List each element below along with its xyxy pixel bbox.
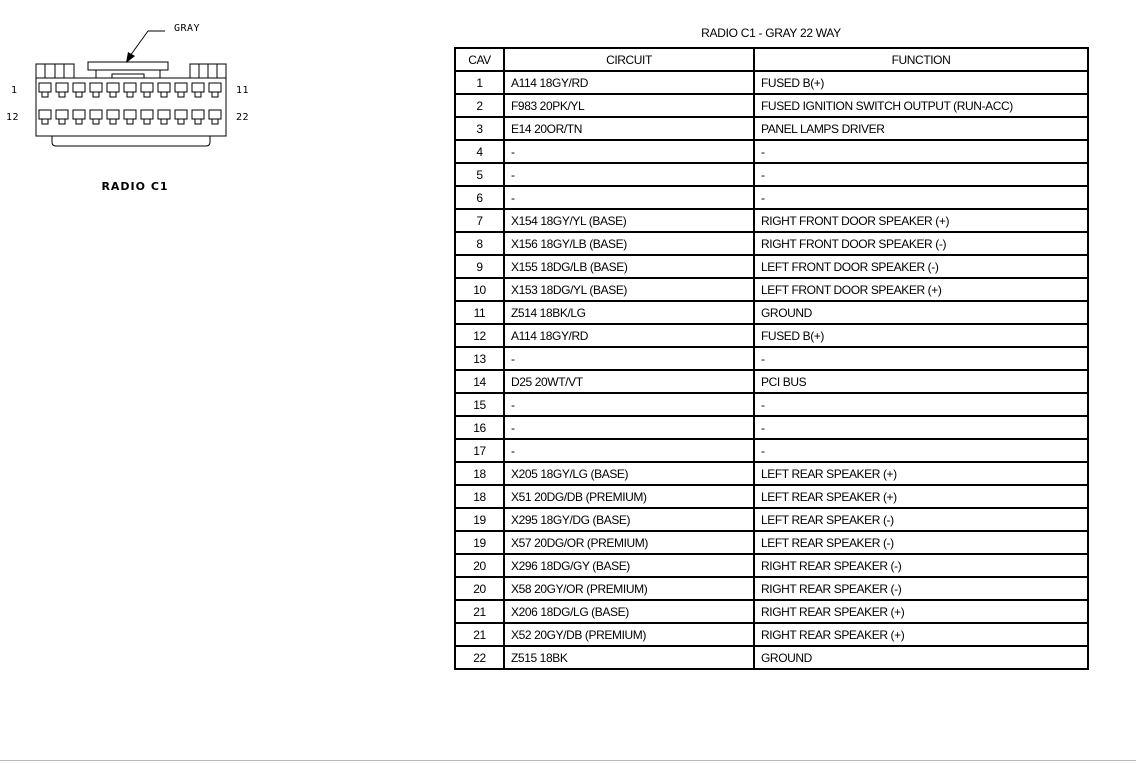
cav-cell: 21 [455,623,504,646]
circuit-cell: X51 20DG/DB (PREMIUM) [504,485,754,508]
circuit-cell: - [504,140,754,163]
table-row [455,577,1088,600]
bottom-divider [0,760,1136,761]
circuit-cell: X52 20GY/DB (PREMIUM) [504,623,754,646]
pin-label-top-right: 11 [236,85,250,96]
circuit-cell: Z515 18BK [504,646,754,669]
circuit-cell: X295 18GY/DG (BASE) [504,508,754,531]
header-function: FUNCTION [754,48,1088,71]
function-cell: - [754,186,1088,209]
table-row [455,439,1088,462]
function-cell: RIGHT REAR SPEAKER (-) [754,554,1088,577]
cav-cell: 20 [455,554,504,577]
cavity [39,110,51,119]
circuit-cell: - [504,393,754,416]
cavity [192,83,204,92]
header-circuit: CIRCUIT [504,48,754,71]
table-title: RADIO C1 - GRAY 22 WAY [701,26,841,40]
connector-diagram [0,0,260,220]
table-row [455,94,1088,117]
table-row [455,554,1088,577]
cav-cell: 10 [455,278,504,301]
cavity [124,83,136,92]
connector-name: RADIO C1 [101,180,169,193]
table-row [455,623,1088,646]
cavity [107,110,119,119]
cavity [107,83,119,92]
function-cell: PANEL LAMPS DRIVER [754,117,1088,140]
cav-cell: 4 [455,140,504,163]
header-cav: CAV [455,48,504,71]
circuit-cell: X154 18GY/YL (BASE) [504,209,754,232]
table-row [455,531,1088,554]
connector-face-drawing [0,0,260,170]
cavity-terminal [93,119,99,124]
cavity-terminal [178,119,184,124]
function-cell: - [754,163,1088,186]
cavity-terminal [195,119,201,124]
function-cell: GROUND [754,301,1088,324]
table-row [455,347,1088,370]
cavity-terminal [42,92,48,97]
cav-cell: 15 [455,393,504,416]
function-cell: FUSED B(+) [754,324,1088,347]
table-row [455,232,1088,255]
cavity [90,110,102,119]
cav-cell: 19 [455,508,504,531]
cavity-terminal [212,119,218,124]
cavity-terminal [161,92,167,97]
function-cell: RIGHT FRONT DOOR SPEAKER (-) [754,232,1088,255]
circuit-cell: - [504,347,754,370]
function-cell: - [754,416,1088,439]
circuit-cell: E14 20OR/TN [504,117,754,140]
cavity [90,83,102,92]
function-cell: RIGHT REAR SPEAKER (-) [754,577,1088,600]
circuit-cell: X153 18DG/YL (BASE) [504,278,754,301]
circuit-cell: X58 20GY/OR (PREMIUM) [504,577,754,600]
cavity [39,83,51,92]
circuit-cell: X156 18GY/LB (BASE) [504,232,754,255]
circuit-cell: - [504,163,754,186]
function-cell: LEFT REAR SPEAKER (+) [754,462,1088,485]
function-cell: - [754,140,1088,163]
function-cell: LEFT FRONT DOOR SPEAKER (-) [754,255,1088,278]
table-row [455,462,1088,485]
table-row [455,278,1088,301]
cavity [192,110,204,119]
table-row [455,393,1088,416]
circuit-cell: X205 18GY/LG (BASE) [504,462,754,485]
cavity [56,110,68,119]
circuit-cell: D25 20WT/VT [504,370,754,393]
circuit-cell: X155 18DG/LB (BASE) [504,255,754,278]
cavity-terminal [59,119,65,124]
circuit-cell: X206 18DG/LG (BASE) [504,600,754,623]
cav-cell: 1 [455,71,504,94]
circuit-cell: Z514 18BK/LG [504,301,754,324]
connector-cavities [39,83,221,124]
function-cell: PCI BUS [754,370,1088,393]
cavity-terminal [110,92,116,97]
cavity-terminal [144,119,150,124]
function-cell: LEFT REAR SPEAKER (-) [754,531,1088,554]
cav-cell: 7 [455,209,504,232]
table-row [455,370,1088,393]
cavity-terminal [127,92,133,97]
pin-label-bottom-right: 22 [236,112,250,123]
table-row [455,140,1088,163]
circuit-cell: F983 20PK/YL [504,94,754,117]
table-row [455,324,1088,347]
cavity-terminal [110,119,116,124]
cav-cell: 19 [455,531,504,554]
cav-cell: 5 [455,163,504,186]
cav-cell: 6 [455,186,504,209]
function-cell: LEFT REAR SPEAKER (+) [754,485,1088,508]
circuit-cell: X57 20DG/OR (PREMIUM) [504,531,754,554]
circuit-cell: - [504,186,754,209]
function-cell: LEFT FRONT DOOR SPEAKER (+) [754,278,1088,301]
pin-label-top-left: 1 [11,85,18,96]
function-cell: - [754,393,1088,416]
table-row [455,186,1088,209]
table-row [455,209,1088,232]
cav-cell: 11 [455,301,504,324]
table-row [455,71,1088,94]
cavity [158,83,170,92]
table-row [455,416,1088,439]
table-row [455,255,1088,278]
cav-cell: 2 [455,94,504,117]
table-row [455,646,1088,669]
circuit-cell: X296 18DG/GY (BASE) [504,554,754,577]
cavity [141,83,153,92]
cavity-terminal [127,119,133,124]
cavity [209,110,221,119]
table-row [455,508,1088,531]
table-row [455,485,1088,508]
cavity-terminal [178,92,184,97]
cavity [209,83,221,92]
cavity [141,110,153,119]
cav-cell: 22 [455,646,504,669]
cav-cell: 18 [455,462,504,485]
cavity-terminal [59,92,65,97]
table-row [455,600,1088,623]
cav-cell: 18 [455,485,504,508]
cavity-terminal [195,92,201,97]
cavity-terminal [93,92,99,97]
cavity [175,83,187,92]
circuit-cell: - [504,416,754,439]
function-cell: FUSED B(+) [754,71,1088,94]
table-header-row [455,48,1088,71]
cavity [56,83,68,92]
cav-cell: 21 [455,600,504,623]
cav-cell: 13 [455,347,504,370]
cavity-terminal [212,92,218,97]
cavity [73,110,85,119]
pinout-table [454,47,1089,670]
cavity [158,110,170,119]
circuit-cell: A114 18GY/RD [504,324,754,347]
function-cell: - [754,439,1088,462]
cav-cell: 14 [455,370,504,393]
cav-cell: 9 [455,255,504,278]
circuit-cell: A114 18GY/RD [504,71,754,94]
cavity-terminal [42,119,48,124]
cavity-terminal [161,119,167,124]
table-row [455,301,1088,324]
function-cell: FUSED IGNITION SWITCH OUTPUT (RUN-ACC) [754,94,1088,117]
circuit-cell: - [504,439,754,462]
cav-cell: 8 [455,232,504,255]
function-cell: LEFT REAR SPEAKER (-) [754,508,1088,531]
function-cell: RIGHT REAR SPEAKER (+) [754,623,1088,646]
function-cell: - [754,347,1088,370]
table-body [455,71,1088,669]
cavity [175,110,187,119]
cav-cell: 3 [455,117,504,140]
function-cell: RIGHT FRONT DOOR SPEAKER (+) [754,209,1088,232]
function-cell: GROUND [754,646,1088,669]
cav-cell: 20 [455,577,504,600]
cavity-terminal [76,92,82,97]
cav-cell: 16 [455,416,504,439]
function-cell: RIGHT REAR SPEAKER (+) [754,600,1088,623]
table-row [455,117,1088,140]
pin-label-bottom-left: 12 [6,112,20,123]
cavity-terminal [76,119,82,124]
cavity-terminal [144,92,150,97]
cavity [73,83,85,92]
cavity [124,110,136,119]
connector-color-label: GRAY [174,23,201,34]
cav-cell: 17 [455,439,504,462]
table-row [455,163,1088,186]
color-callout-leader [126,31,165,63]
connector-body [36,62,226,146]
cav-cell: 12 [455,324,504,347]
